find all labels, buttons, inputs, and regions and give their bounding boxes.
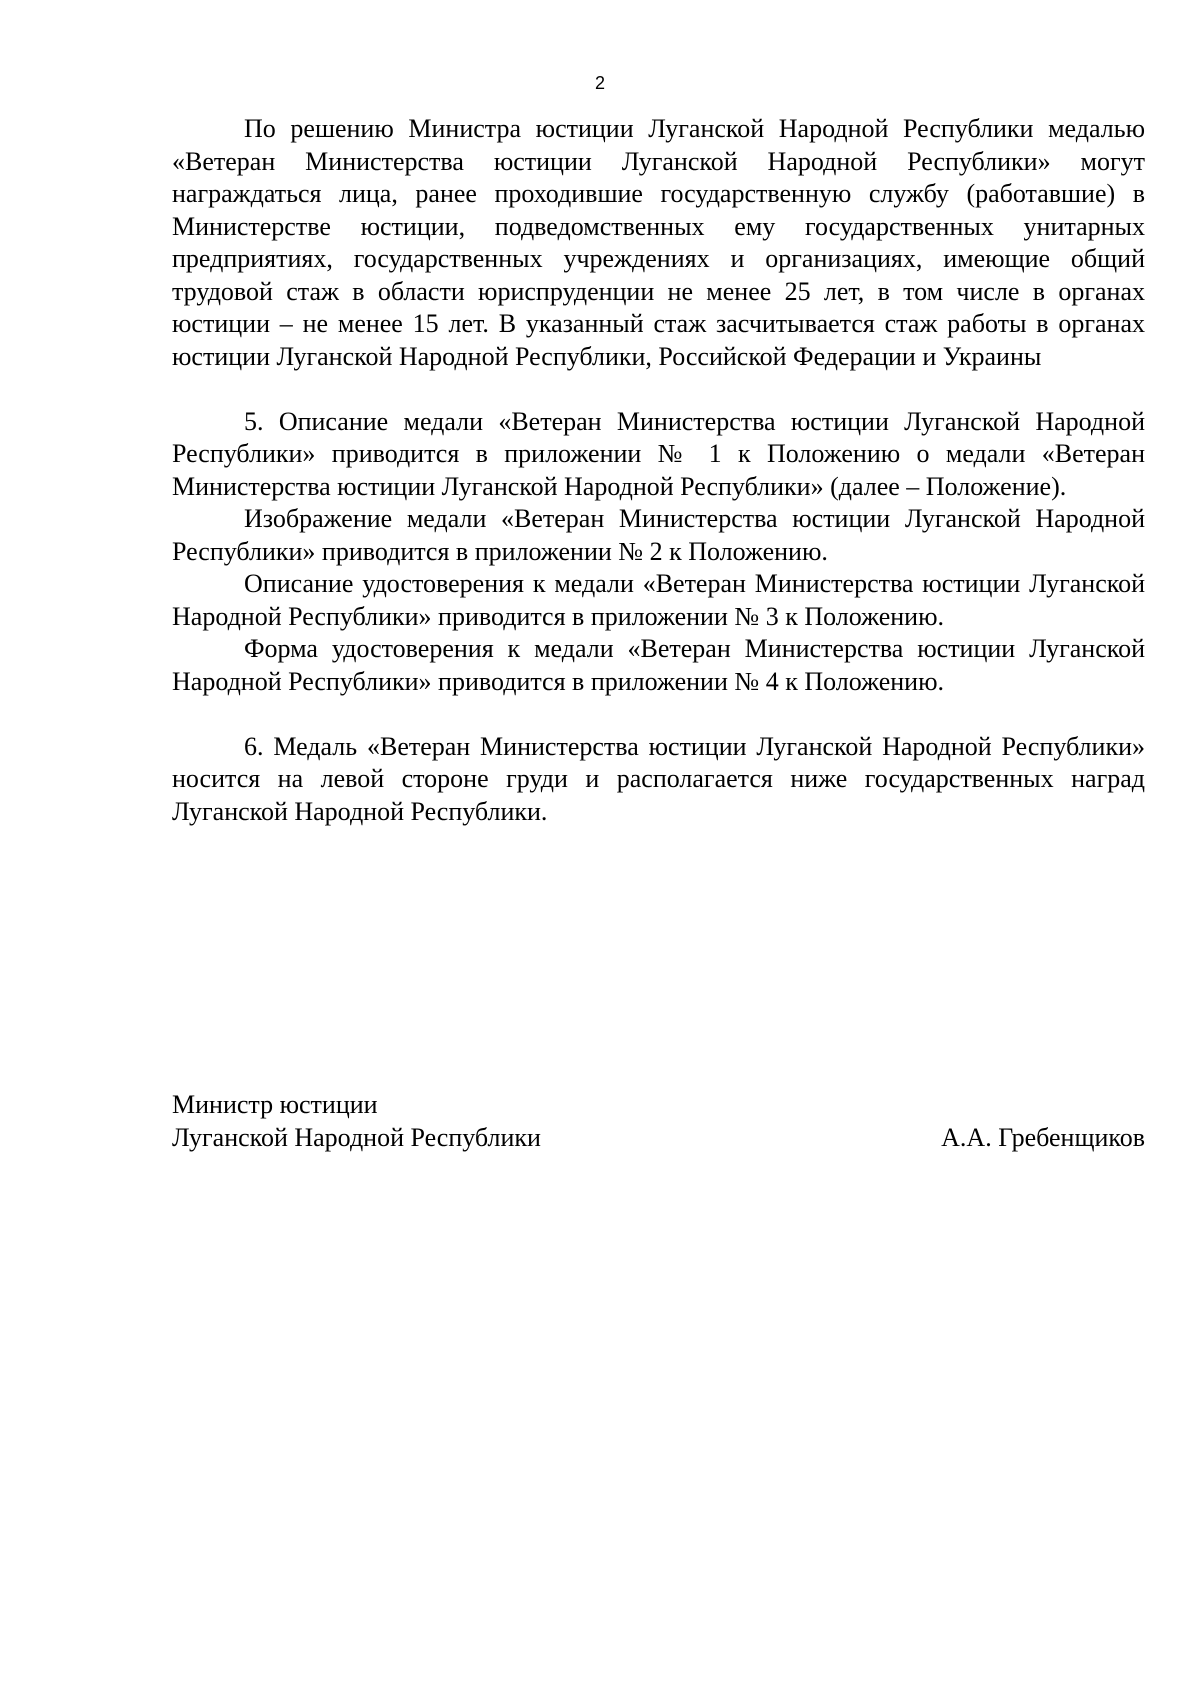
signatory-name: А.А. Гребенщиков (941, 1122, 1145, 1152)
signature-block (172, 1089, 1145, 1154)
signature-line (172, 1122, 1145, 1155)
paragraph-item-5-description: 5. Описание медали «Ветеран Министерства юстиции Луганской Народной Республики» приводится в приложении № 1 к Положению о медали «Ветеран Министерства юстиции Луганской Народной Республики» (далее – Положение). (172, 406, 1145, 501)
document-body (172, 113, 1145, 828)
paragraph-spacer (172, 373, 1145, 406)
signature-title-line2: Луганской Народной Республики (172, 1122, 541, 1152)
signature-title-line1: Министр юстиции (172, 1090, 378, 1119)
paragraph-award-eligibility: По решению Министра юстиции Луганской Народной Республики медалью «Ветеран Министерства юстиции Луганской Народной Республики» могут награждаться лица, ранее проходившие государственную службу (работавшие) в Министерстве юстиции, подведомственных ему государственных унитарных предприятиях, государственных учреждениях и организациях, имеющие общий трудовой стаж в области юриспруденции не менее 25 лет, в том числе в органах юстиции – не менее 15 лет. В указанный стаж засчитывается стаж работы в органах юстиции Луганской Народной Республики, Российской Федерации и Украины (172, 114, 1145, 371)
page-number: 2 (594, 73, 605, 93)
paragraph-medal-image: Изображение медали «Ветеран Министерства юстиции Луганской Народной Республики» приводится в приложении № 2 к Положению. (172, 504, 1145, 566)
paragraph-item-6-wearing: 6. Медаль «Ветеран Министерства юстиции Луганской Народной Республики» носится на левой стороне груди и располагается ниже государственных наград Луганской Народной Республики. (172, 731, 1145, 826)
paragraph-certificate-form: Форма удостоверения к медали «Ветеран Министерства юстиции Луганской Народной Республики» приводится в приложении № 4 к Положению. (172, 634, 1145, 696)
paragraph-certificate-description: Описание удостоверения к медали «Ветеран Министерства юстиции Луганской Народной Республики» приводится в приложении № 3 к Положению. (172, 569, 1145, 631)
paragraph-spacer (172, 698, 1145, 731)
